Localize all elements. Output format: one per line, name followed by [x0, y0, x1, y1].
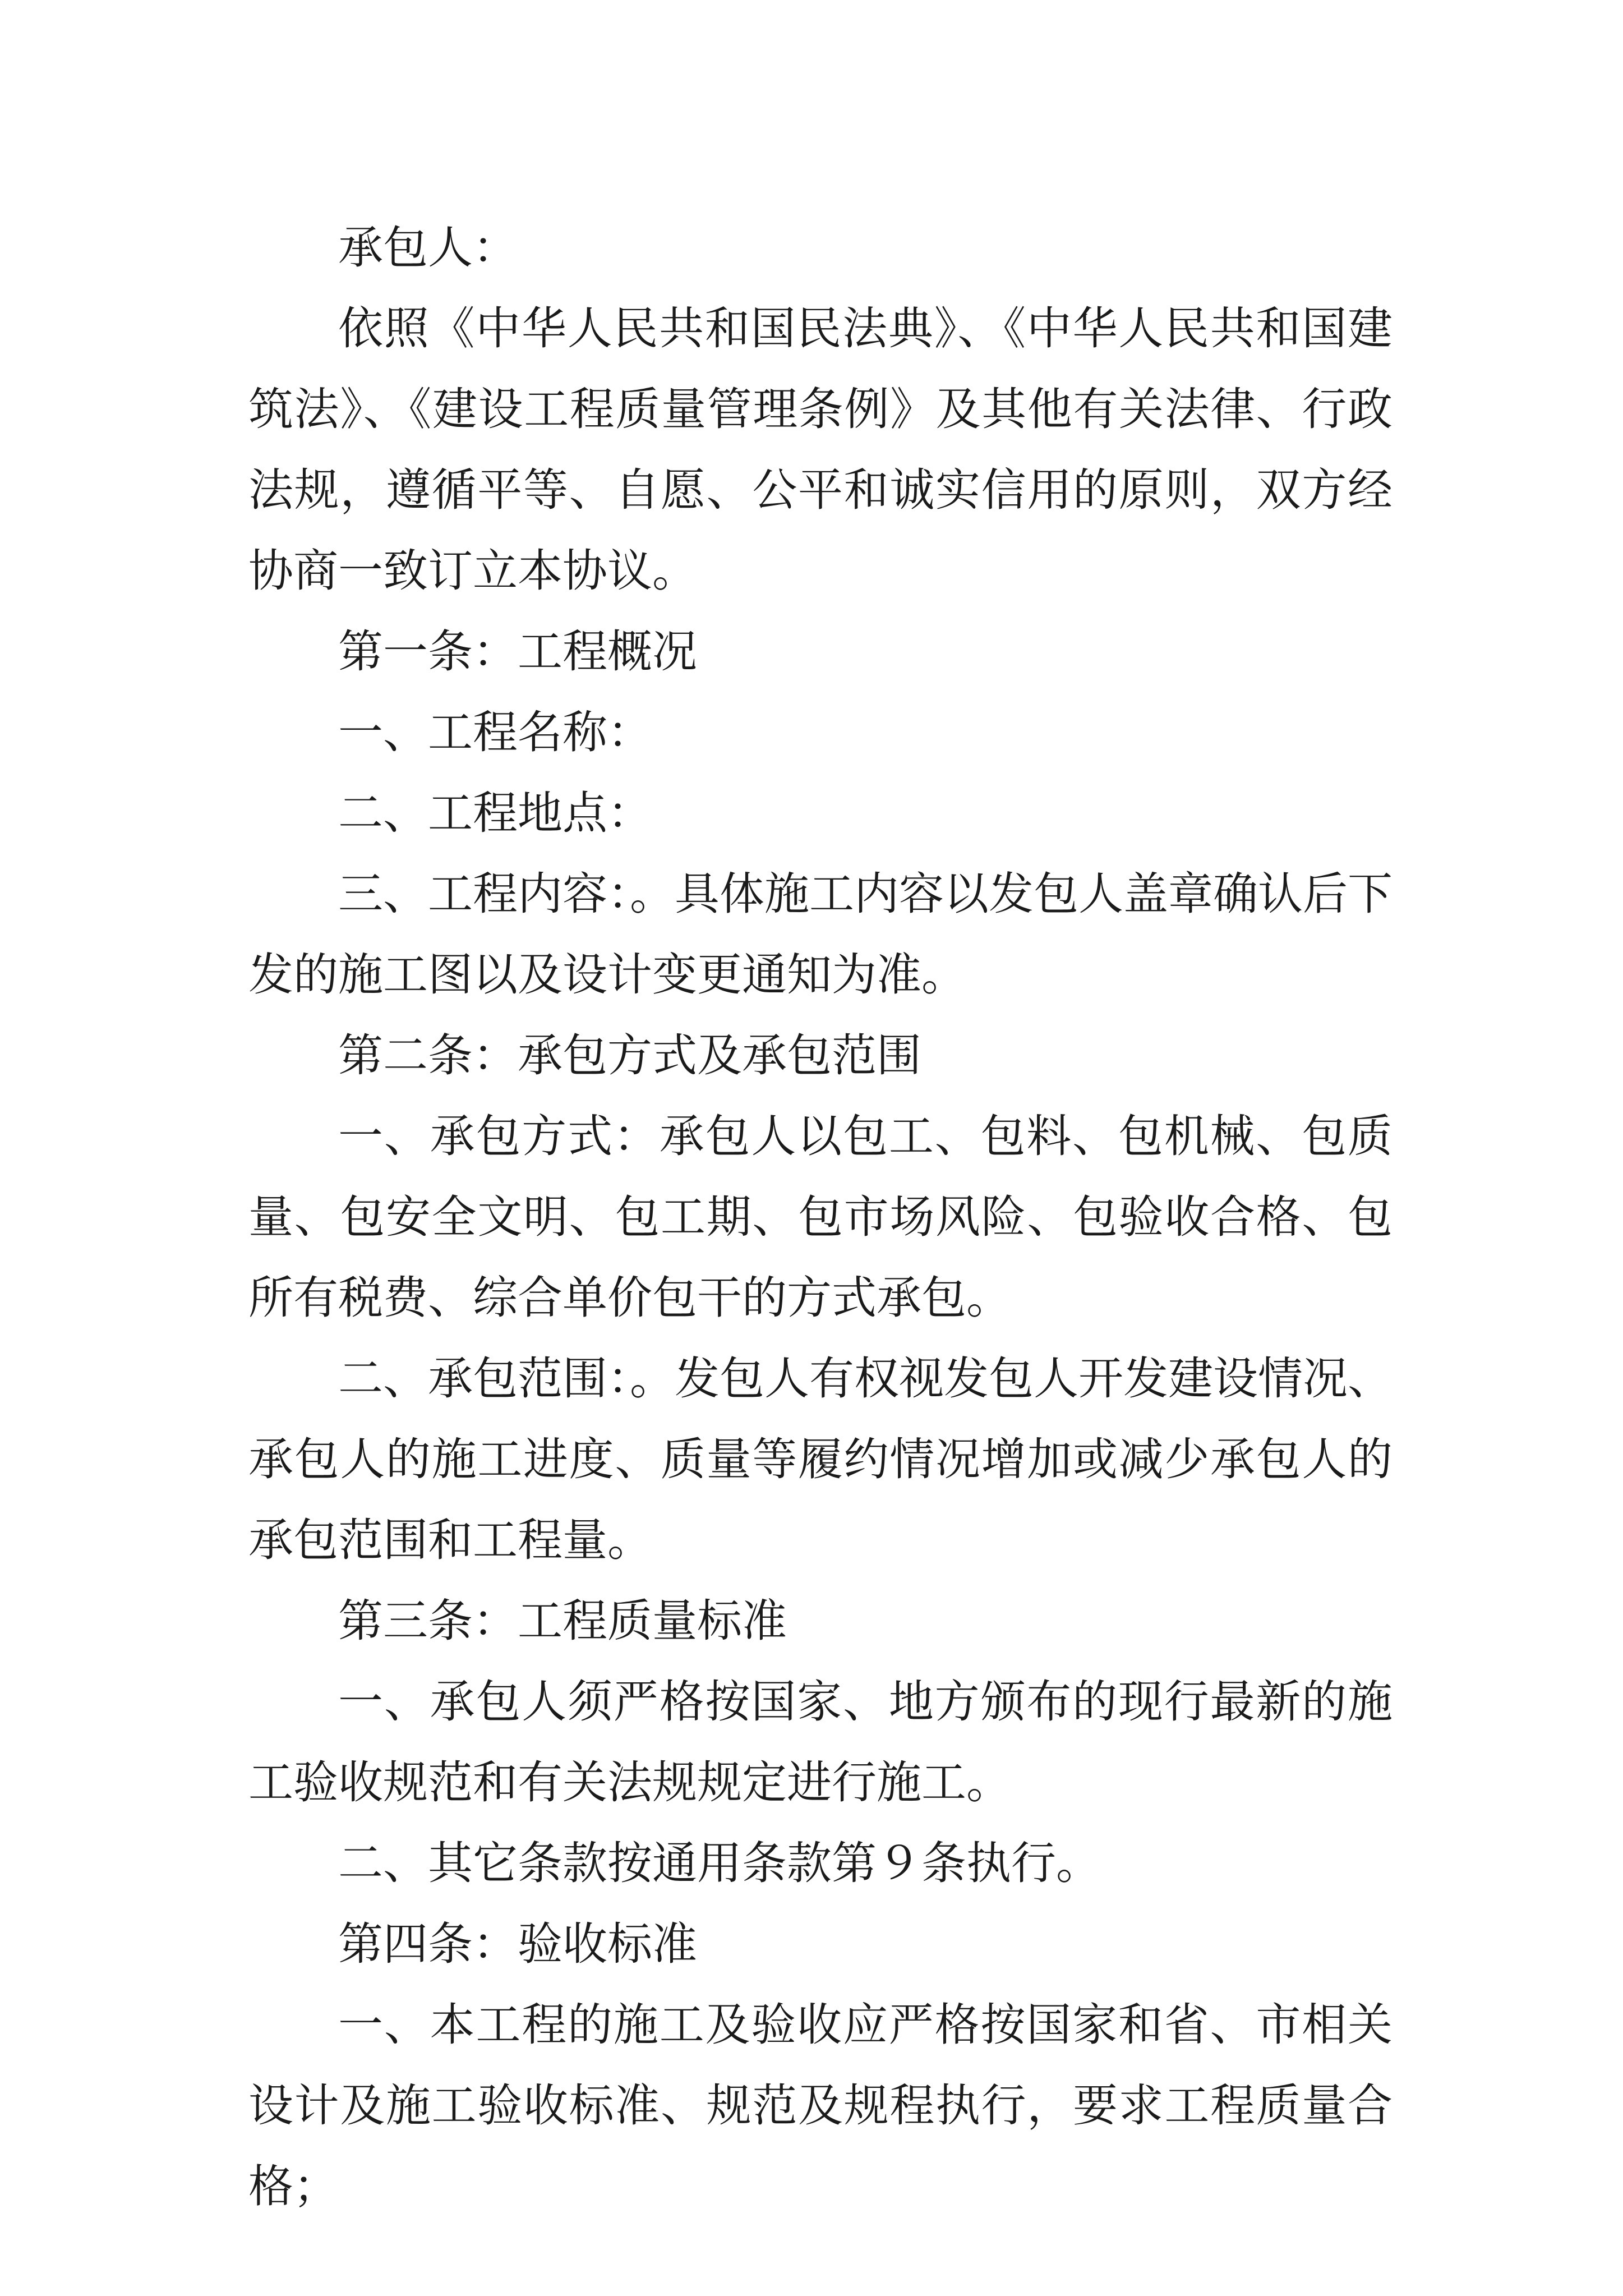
preamble-paragraph: 依照《中华人民共和国民法典》、《中华人民共和国建筑法》、《建设工程质量管理条例》及其他有关法律、行政法规，遵循平等、自愿、公平和诚实信用的原则，双方经协商一致订立本协议。: [248, 302, 1393, 597]
article-4-heading: 第四条：验收标准: [338, 1918, 697, 1970]
acceptance-standard-item-1: 一、本工程的施工及验收应严格按国家和省、市相关设计及施工验收标准、规范及规程执行，要求工程质量合格；: [248, 1999, 1393, 2212]
project-name-item: 一、工程名称：: [338, 706, 652, 758]
project-content-item: 三、工程内容：。具体施工内容以发包人盖章确认后下发的施工图以及设计变更通知为准。: [248, 868, 1393, 1001]
quality-standard-item-2: 二、其它条款按通用条款第９条执行。: [338, 1837, 1101, 1889]
article-3-heading: 第三条：工程质量标准: [338, 1595, 787, 1647]
contract-scope-item: 二、承包范围：。发包人有权视发包人开发建设情况、承包人的施工进度、质量等履约情况增加或减少承包人的承包范围和工程量。: [248, 1352, 1393, 1566]
project-location-item: 二、工程地点：: [338, 787, 652, 839]
quality-standard-item-1: 一、承包人须严格按国家、地方颁布的现行最新的施工验收规范和有关法规规定进行施工。: [248, 1676, 1393, 1809]
article-2-heading: 第二条：承包方式及承包范围: [338, 1029, 921, 1082]
document-body: [248, 208, 1393, 2227]
article-1-heading: 第一条：工程概况: [338, 625, 697, 678]
contract-method-item: 一、承包方式：承包人以包工、包料、包机械、包质量、包安全文明、包工期、包市场风险、包验收合格、包所有税费、综合单价包干的方式承包。: [248, 1110, 1393, 1324]
contractor-label: 承包人：: [338, 222, 518, 274]
